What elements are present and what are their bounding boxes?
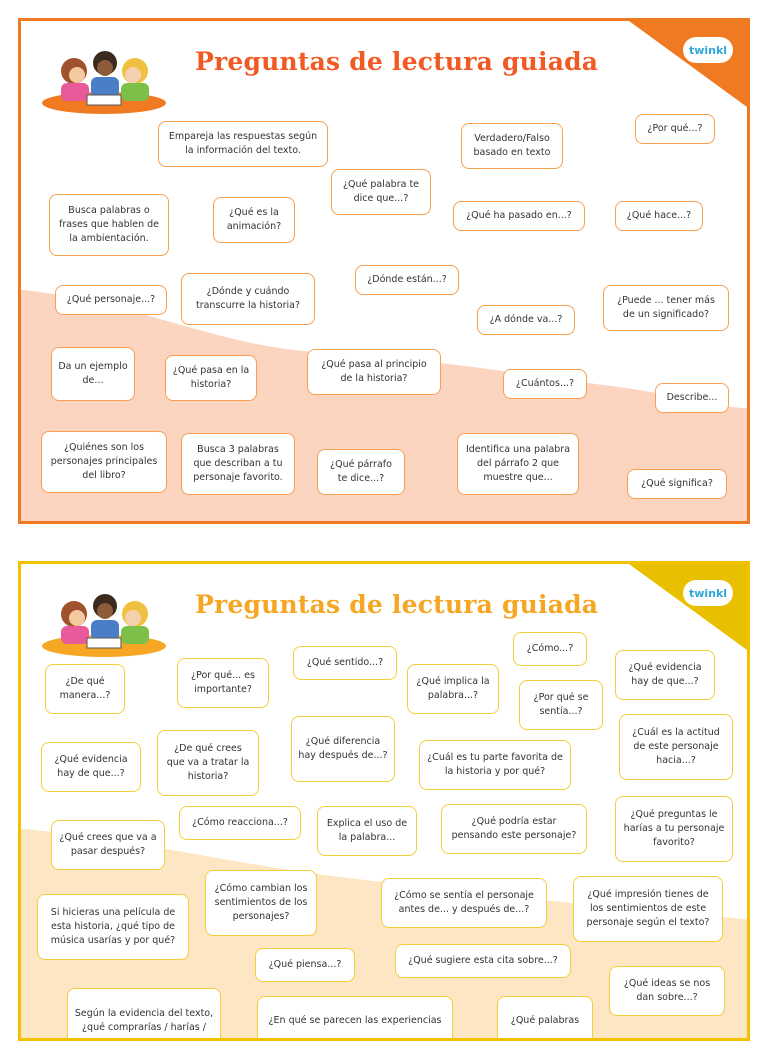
question-card: ¿Qué es la animación? xyxy=(213,197,295,243)
question-card: ¿Cuántos...? xyxy=(503,369,587,399)
question-card: ¿Qué sentido...? xyxy=(293,646,397,680)
question-card: ¿Puede ... tener más de un significado? xyxy=(603,285,729,331)
question-card: ¿Por qué...? xyxy=(635,114,715,144)
question-card: ¿De qué manera...? xyxy=(45,664,125,714)
question-card: Explica el uso de la palabra... xyxy=(317,806,417,856)
question-card: Verdadero/Falso basado en texto xyxy=(461,123,563,169)
question-card: ¿Qué palabras xyxy=(497,996,593,1041)
question-card: ¿Qué podría estar pensando este personaje? xyxy=(441,804,587,854)
question-card: ¿Qué diferencia hay después de...? xyxy=(291,716,395,782)
question-card: ¿Qué evidencia hay de que...? xyxy=(615,650,715,700)
question-card: ¿Qué preguntas le harías a tu personaje favorito? xyxy=(615,796,733,862)
question-card: ¿A dónde va...? xyxy=(477,305,575,335)
poster-title: Preguntas de lectura guiada xyxy=(195,590,599,619)
corner-banner xyxy=(629,21,747,107)
question-card: ¿Por qué... es importante? xyxy=(177,658,269,708)
question-card: Identifica una palabra del párrafo 2 que muestre que... xyxy=(457,433,579,495)
question-card: ¿Qué ha pasado en...? xyxy=(453,201,585,231)
question-card: Da un ejemplo de... xyxy=(51,347,135,401)
question-card: ¿Qué pasa en la historia? xyxy=(165,355,257,401)
question-card: ¿Qué crees que va a pasar después? xyxy=(51,820,165,870)
question-card: Según la evidencia del texto, ¿qué comprarías / harías / xyxy=(67,988,221,1041)
question-card: ¿En qué se parecen las experiencias xyxy=(257,996,453,1041)
question-card: ¿Qué palabra te dice que...? xyxy=(331,169,431,215)
poster-orange xyxy=(18,18,750,524)
question-card: ¿Qué impresión tienes de los sentimientos de este personaje según el texto? xyxy=(573,876,723,942)
question-card: ¿Qué sugiere esta cita sobre...? xyxy=(395,944,571,978)
question-card: ¿Qué significa? xyxy=(627,469,727,499)
question-card: ¿Qué ideas se nos dan sobre...? xyxy=(609,966,725,1016)
question-card: ¿Cuál es tu parte favorita de la historia y por qué? xyxy=(419,740,571,790)
question-card: Busca 3 palabras que describan a tu personaje favorito. xyxy=(181,433,295,495)
question-card: ¿Por qué se sentía...? xyxy=(519,680,603,730)
question-card: ¿Qué personaje...? xyxy=(55,285,167,315)
question-card: Busca palabras o frases que hablen de la ambientación. xyxy=(49,194,169,256)
question-card: Empareja las respuestas según la información del texto. xyxy=(158,121,328,167)
question-card: ¿Qué implica la palabra...? xyxy=(407,664,499,714)
corner-banner xyxy=(629,564,747,650)
question-card: ¿Quiénes son los personajes principales del libro? xyxy=(41,431,167,493)
question-card: ¿Cómo reacciona...? xyxy=(179,806,301,840)
question-card: ¿Qué evidencia hay de que...? xyxy=(41,742,141,792)
question-card: ¿Cómo cambian los sentimientos de los personajes? xyxy=(205,870,317,936)
question-card: Si hicieras una película de esta historia, ¿qué tipo de música usarías y por qué? xyxy=(37,894,189,960)
question-card: ¿Qué piensa...? xyxy=(255,948,355,982)
twinkl-logo: twinkl xyxy=(683,580,733,606)
question-card: ¿Qué pasa al principio de la historia? xyxy=(307,349,441,395)
poster-title: Preguntas de lectura guiada xyxy=(195,47,599,76)
question-card: ¿De qué crees que va a tratar la historia? xyxy=(157,730,259,796)
question-card: ¿Qué hace...? xyxy=(615,201,703,231)
children-reading-illustration xyxy=(39,41,169,115)
children-reading-illustration xyxy=(39,584,169,658)
question-card: ¿Cómo...? xyxy=(513,632,587,666)
poster-yellow xyxy=(18,561,750,1041)
question-card: ¿Dónde están...? xyxy=(355,265,459,295)
question-card: ¿Cuál es la actitud de este personaje hacia...? xyxy=(619,714,733,780)
question-card: ¿Qué párrafo te dice...? xyxy=(317,449,405,495)
question-card: Describe... xyxy=(655,383,729,413)
question-card: ¿Cómo se sentía el personaje antes de... y después de...? xyxy=(381,878,547,928)
twinkl-logo: twinkl xyxy=(683,37,733,63)
question-card: ¿Dónde y cuándo transcurre la historia? xyxy=(181,273,315,325)
